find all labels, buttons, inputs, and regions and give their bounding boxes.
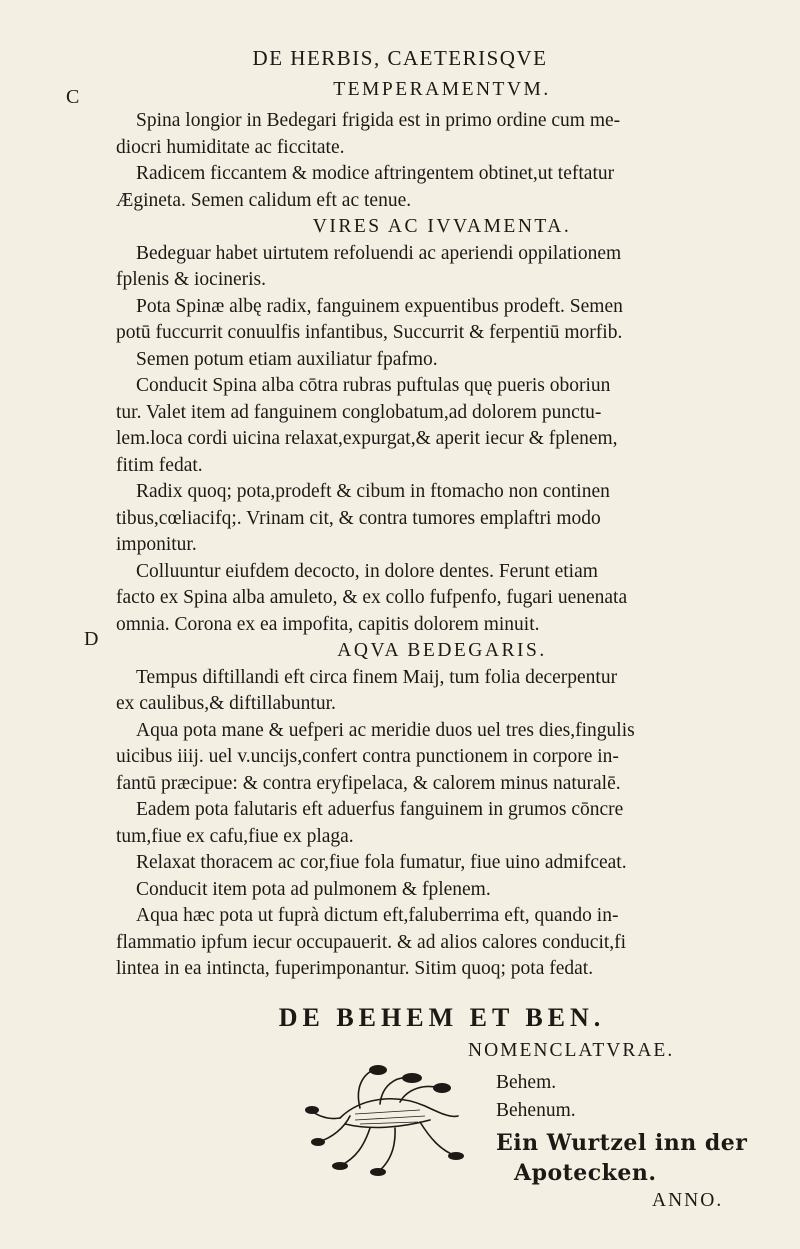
text-line: Radix quoq; pota,prodeft & cibum in ftomacho non continen [136, 481, 610, 502]
text-line: Bedeguar habet uirtutem refoluendi ac aperiendi oppilationem [136, 242, 622, 264]
text-line: fplenis & iocineris. [116, 269, 267, 290]
text-line: tibus,cœliacifq;. Vrinam cit, & contra tumores emplaftri modo [116, 507, 601, 529]
text-line: Aqua hæc pota ut fuprà dictum eft,faluberrima eft, quando in- [136, 905, 619, 926]
text-line: Pota Spinæ albę radix, fanguinem expuentibus prodeft. Semen [136, 295, 623, 317]
margin-letter-c: C [66, 86, 80, 108]
text-line: flammatio ipfum iecur occupauerit. & ad alios calores conducit,fi [116, 931, 627, 953]
aqua-heading: AQVA BEDEGARIS. [337, 640, 547, 661]
text-line: omnia. Corona ex ea impofita, capitis dolorem minuit. [116, 613, 540, 635]
text-line: Semen potum etiam auxiliatur fpafmo. [136, 348, 438, 370]
behem-heading: DE BEHEM ET BEN. [278, 1003, 606, 1032]
text-line: Conducit Spina alba cōtra rubras puftulas quę pueris oboriun [136, 375, 611, 396]
text-line: potū fuccurrit conuulfis infantibus, Succurrit & ferpentiū morfib. [116, 322, 623, 343]
main-text [116, 108, 768, 983]
name-item: Behenum. [496, 1100, 576, 1121]
text-line: Eadem pota falutaris eft aduerfus fanguinem in grumos cōncre [136, 799, 624, 820]
german-note [496, 1128, 747, 1188]
catchword: ANNO. [652, 1190, 724, 1211]
text-line: imponitur. [116, 534, 197, 555]
text-line: diocri humiditate ac ficcitate. [116, 136, 345, 158]
text-line: Tempus diftillandi eft circa finem Maij, tum folia decerpentur [136, 666, 618, 688]
running-head: DE HERBIS, CAETERISQVE [252, 46, 548, 70]
text-line: Conducit item pota ad pulmonem & fplenem. [136, 878, 491, 900]
text-line: tur. Valet item ad fanguinem conglobatum,ad dolorem punctu- [116, 401, 602, 423]
vires-heading: VIRES AC IVVAMENTA. [312, 216, 572, 237]
text-line: Spina longior in Bedegari frigida est in primo ordine cum me- [136, 110, 621, 131]
text-line: facto ex Spina alba amuleto, & ex collo fufpenfo, fugari uenenata [116, 587, 628, 608]
text-line: Radicem ficcantem & modice aftringentem obtinet,ut teftatur [136, 163, 615, 184]
text-line: Aqua pota mane & uefperi ac meridie duos uel tres dies,fingulis [136, 719, 635, 741]
margin-letter-d: D [84, 628, 99, 650]
text-line: Relaxat thoracem ac cor,fiue fola fumatur, fiue uino admifceat. [136, 852, 627, 873]
text-line: lintea in ea intincta, fuperimponantur. Sitim quoq; pota fedat. [116, 958, 594, 979]
text-line: fantū præcipue: & contra eryfipelaca, & calorem minus naturalē. [116, 772, 621, 794]
name-item: Behem. [496, 1072, 557, 1093]
names-list [496, 1069, 576, 1125]
nomenclaturae-heading: NOMENCLATVRAE. [468, 1040, 675, 1061]
root-woodcut-illustration [300, 1058, 472, 1178]
german-line: Apotecken. [514, 1160, 657, 1186]
text-line: Ægineta. Semen calidum eft ac tenue. [116, 189, 412, 211]
text-line: uicibus iiij. uel v.uncijs,confert contra punctionem in corpore in- [116, 746, 619, 767]
text-line: fitim fedat. [116, 454, 203, 476]
temperamentum-heading: TEMPERAMENTVM. [333, 79, 551, 100]
text-line: ex caulibus,& diftillabuntur. [116, 693, 336, 714]
text-line: tum,fiue ex cafu,fiue ex plaga. [116, 825, 354, 847]
text-line: lem.loca cordi uicina relaxat,expurgat,& aperit iecur & fplenem, [116, 428, 618, 449]
text-line: Colluuntur eiufdem decocto, in dolore dentes. Ferunt etiam [136, 560, 598, 582]
german-line: Ein Wurtzel inn der [496, 1130, 748, 1156]
